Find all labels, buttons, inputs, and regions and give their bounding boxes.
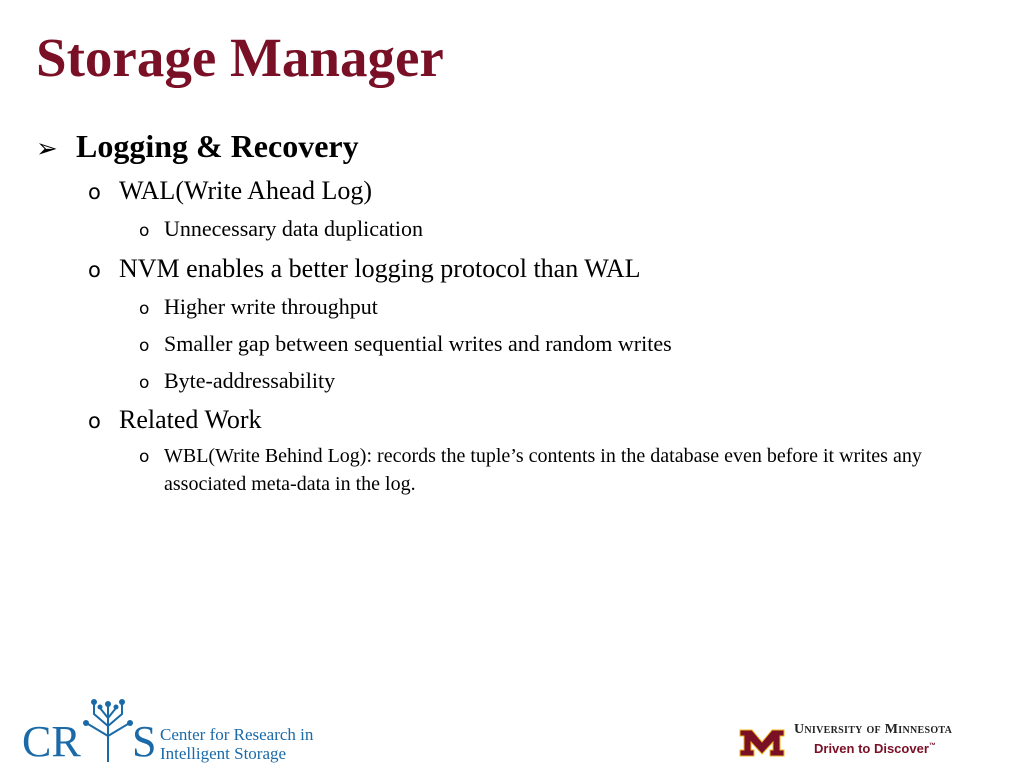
sub-item-byte-addressability: [139, 367, 335, 397]
circle-bullet-icon: o: [88, 180, 101, 204]
cris-logo-text: [160, 725, 313, 763]
cris-line2: Intelligent Storage: [160, 744, 287, 763]
sub-item-smaller-gap: [139, 330, 672, 360]
sub-item-higher-throughput: [139, 293, 378, 323]
sub-item-label: Byte-addressability: [164, 368, 336, 393]
circle-bullet-icon: o: [139, 447, 150, 467]
cris-letters-right: S: [132, 717, 157, 766]
circle-bullet-icon: o: [139, 336, 150, 356]
sub-item-unnecessary-duplication: [139, 215, 423, 245]
umn-tagline: [814, 741, 936, 756]
sub-item-wbl: [139, 442, 959, 498]
circle-bullet-icon: o: [139, 221, 150, 241]
cris-logo: [22, 696, 322, 766]
umn-name: University of Minnesota: [794, 722, 953, 737]
sub-item-label: Smaller gap between sequential writes and random writes: [164, 331, 672, 356]
slide-title: Storage Manager: [36, 27, 444, 88]
circle-bullet-icon: o: [88, 409, 101, 433]
list-item-nvm: [88, 252, 641, 287]
circle-bullet-icon: o: [139, 299, 150, 319]
list-item-related-work: [88, 403, 262, 438]
sub-item-label: Higher write throughput: [164, 294, 378, 319]
cris-letters-left: CR: [22, 717, 81, 766]
umn-tagline-text: Driven to Discover: [814, 741, 929, 756]
list-item-wal: [88, 174, 372, 209]
list-item-label: Related Work: [119, 405, 262, 434]
arrow-bullet-icon: ➢: [36, 134, 58, 164]
cris-line1: Center for Research in: [160, 725, 314, 744]
umn-logo: [738, 722, 978, 762]
circle-bullet-icon: o: [88, 258, 101, 282]
list-item-label: WAL(Write Ahead Log): [119, 176, 373, 205]
heading-label: Logging & Recovery: [76, 128, 359, 164]
trademark-mark: ™: [928, 742, 936, 750]
sub-item-label: Unnecessary data duplication: [164, 216, 424, 241]
sub-item-label: WBL(Write Behind Log): records the tuple’s contents in the database even before it writes any associated meta-data in the log.: [164, 445, 922, 495]
heading-bullet-logging-recovery: [36, 126, 359, 169]
circuit-tree-icon: [80, 696, 136, 764]
list-item-label: NVM enables a better logging protocol than WAL: [119, 254, 641, 283]
block-m-icon: [738, 726, 786, 758]
circle-bullet-icon: o: [139, 373, 150, 393]
